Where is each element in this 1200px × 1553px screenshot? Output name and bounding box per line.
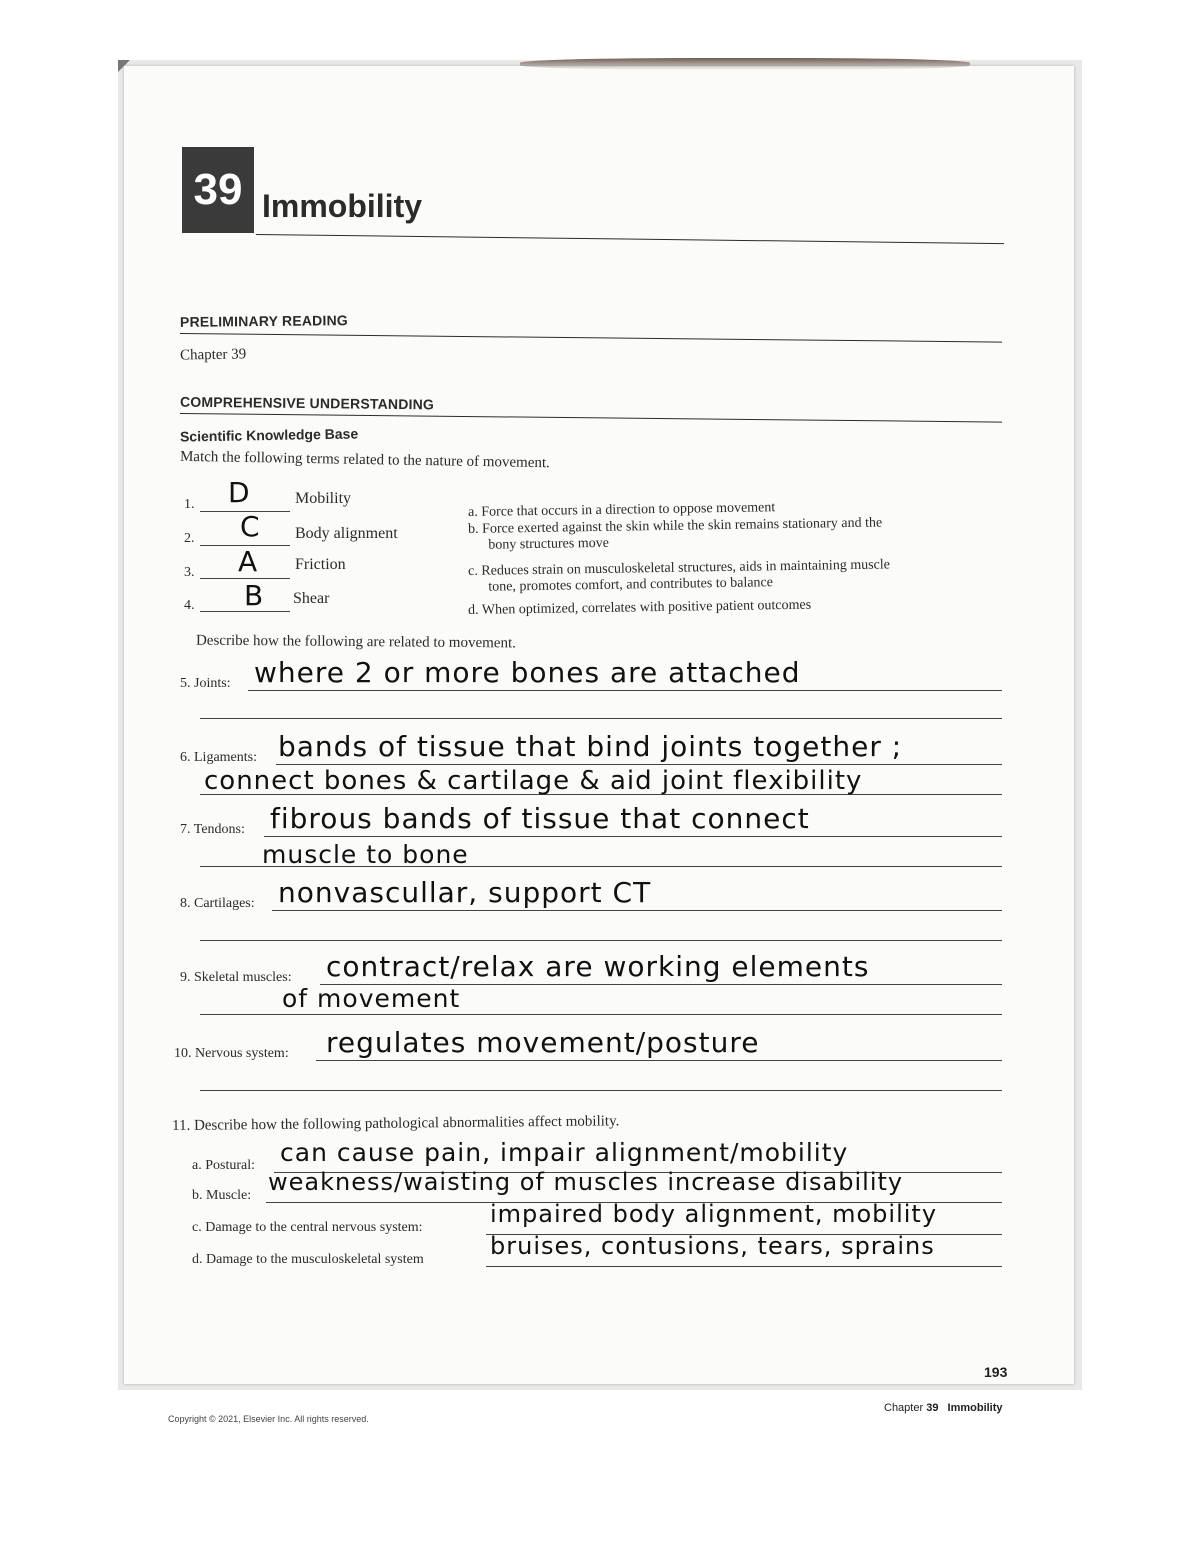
page-number: 193	[984, 1364, 1008, 1380]
option-text: Reduces strain on musculoskeletal structures, aids in maintaining muscle	[481, 557, 891, 579]
match-term: Body alignment	[295, 525, 398, 542]
comprehensive-heading: COMPREHENSIVE UNDERSTANDING	[179, 393, 435, 413]
answer-line	[200, 1090, 1002, 1091]
footer-chapter-name: Immobility	[947, 1402, 1003, 1414]
answer-line	[272, 910, 1002, 911]
footer-chapter-label: Chapter	[884, 1402, 924, 1414]
answer-line	[248, 690, 1002, 691]
chapter-number-block: 39	[182, 147, 254, 233]
question-label: 9. Skeletal muscles:	[180, 970, 292, 985]
preliminary-text: Chapter 39	[179, 346, 247, 364]
handwritten-answer-cont: connect bones & cartilage & aid joint flexibility	[204, 766, 863, 796]
option-text: Force exerted against the skin while the skin remains stationary and the	[481, 515, 883, 537]
handwritten-answer: bands of tissue that bind joints together ;	[278, 730, 903, 763]
question-label: 6. Ligaments:	[180, 750, 257, 765]
matching-instruction: Match the following terms related to the nature of movement.	[179, 448, 551, 472]
handwritten-answer: contract/relax are working elements	[326, 950, 870, 983]
match-answer: A	[238, 545, 259, 578]
pathological-instruction: 11. Describe how the following pathological abnormalities affect mobility.	[172, 1113, 620, 1134]
answer-line	[200, 1014, 1002, 1015]
option-text: Force that occurs in a direction to oppose movement	[481, 500, 776, 520]
question-label: 10. Nervous system:	[174, 1046, 289, 1061]
question-label: 5. Joints:	[180, 676, 231, 691]
footer-chapter	[884, 1402, 1003, 1414]
question-label: c. Damage to the central nervous system:	[192, 1220, 423, 1235]
match-number: 2.	[184, 531, 195, 546]
handwritten-answer: regulates movement/posture	[326, 1026, 760, 1059]
match-answer: D	[228, 476, 251, 509]
match-number: 4.	[184, 598, 195, 613]
question-label: a. Postural:	[192, 1158, 255, 1173]
question-label: 8. Cartilages:	[180, 896, 255, 911]
answer-line	[200, 940, 1002, 941]
handwritten-answer: where 2 or more bones are attached	[254, 656, 801, 689]
question-label: d. Damage to the musculoskeletal system	[192, 1252, 424, 1267]
knowledge-subheading: Scientific Knowledge Base	[179, 425, 359, 445]
page-curl-shadow	[520, 58, 970, 70]
handwritten-answer-cont: muscle to bone	[262, 840, 469, 869]
match-term: Friction	[295, 556, 346, 573]
answer-line	[276, 764, 1002, 765]
option-letter: b.	[468, 521, 479, 537]
question-label: b. Muscle:	[192, 1188, 252, 1203]
match-answer: B	[244, 579, 265, 612]
match-number: 3.	[184, 565, 195, 580]
answer-line	[486, 1266, 1002, 1267]
option-letter: a.	[468, 504, 478, 520]
answer-line	[200, 718, 1002, 719]
question-label: 7. Tendons:	[180, 822, 245, 837]
handwritten-answer: can cause pain, impair alignment/mobility	[280, 1138, 849, 1167]
option-letter: d.	[468, 602, 479, 618]
footer-chapter-num: 39	[926, 1402, 939, 1414]
match-term: Shear	[293, 590, 330, 607]
match-number: 1.	[184, 497, 195, 512]
copyright-notice: Copyright © 2021, Elsevier Inc. All rights reserved.	[168, 1414, 369, 1424]
handwritten-answer: bruises, contusions, tears, sprains	[490, 1232, 935, 1260]
option-letter: c.	[468, 563, 478, 579]
match-term: Mobility	[295, 490, 352, 507]
answer-line	[316, 1060, 1002, 1061]
option-text: When optimized, correlates with positive patient outcomes	[481, 597, 812, 618]
describe-instruction: Describe how the following are related to movement.	[195, 632, 516, 652]
handwritten-answer: impaired body alignment, mobility	[490, 1200, 938, 1228]
page-corner	[118, 60, 130, 72]
match-answer: C	[240, 510, 261, 543]
preliminary-heading: PRELIMINARY READING	[179, 312, 349, 330]
option-text-cont: bony structures move	[488, 535, 610, 553]
handwritten-answer: fibrous bands of tissue that connect	[270, 802, 810, 835]
option-text-cont: tone, promotes comfort, and contributes to balance	[488, 575, 774, 595]
handwritten-answer: nonvascullar, support CT	[278, 876, 652, 909]
answer-line	[264, 836, 1002, 837]
chapter-title: Immobility	[262, 188, 423, 224]
handwritten-answer: weakness/waisting of muscles increase disability	[268, 1168, 904, 1196]
handwritten-answer-cont: of movement	[282, 984, 461, 1013]
